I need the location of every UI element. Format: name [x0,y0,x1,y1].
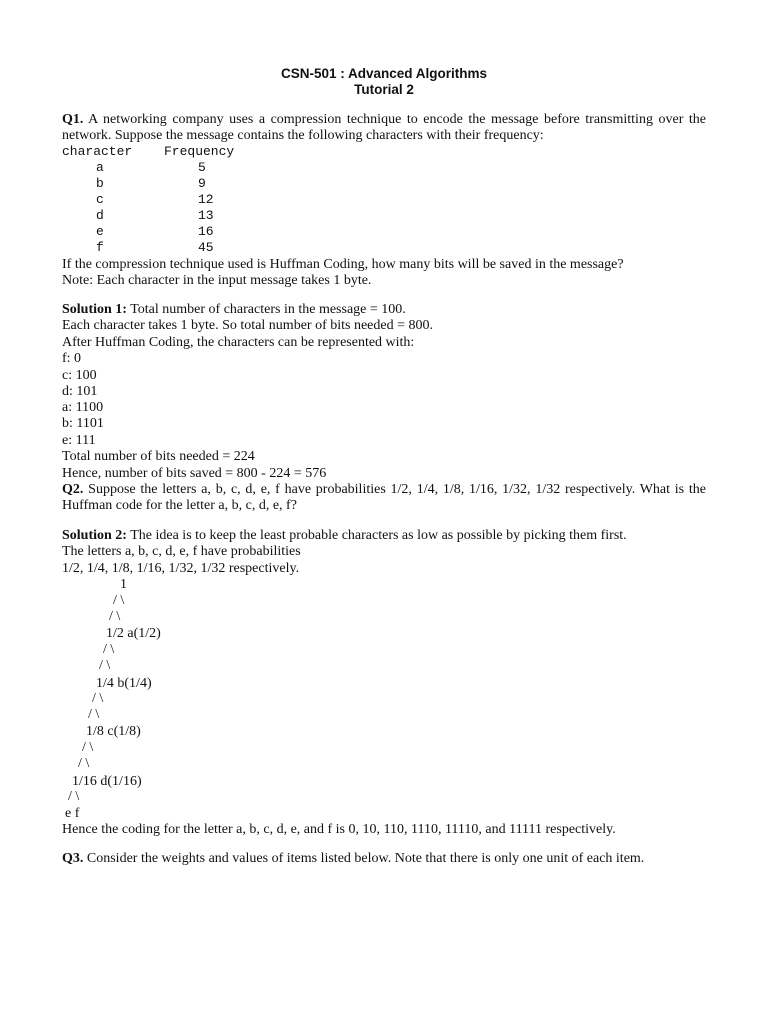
s2-text: The idea is to keep the least probable characters as low as possible by picking them first. [130,528,627,543]
q1-row-char: b [96,176,104,191]
tree-node: 1/2 a(1/2) [106,626,161,641]
q1-paragraph [62,112,706,144]
q3-text: Consider the weights and values of items listed below. Note that there is only one unit of each item. [86,851,645,866]
s2-line: 1/2, 1/4, 1/8, 1/16, 1/32, 1/32 respectively. [62,561,300,576]
q1-label: Q1. [62,112,84,127]
tree-edge: / \ [78,756,90,771]
tree-edge: / \ [68,789,80,804]
s1-line: Each character takes 1 byte. So total number of bits needed = 800. [62,318,433,333]
q1-row-freq: 16 [198,224,214,239]
q1-text: A networking company uses a compression technique to encode the message before transmitting over the network. Suppose the message contains the following characters with their frequency: [62,112,706,143]
tree-node: 1/4 b(1/4) [96,676,152,691]
s1-line: After Huffman Coding, the characters can be represented with: [62,335,415,350]
tree-edge: / \ [88,707,100,722]
q1-row-char: e [96,224,104,239]
tutorial-title: Tutorial 2 [354,82,414,97]
s1-line: f: 0 [62,351,82,366]
q2-paragraph [62,482,706,514]
tree-edge: / \ [103,642,115,657]
s1-text: Total number of characters in the message = 100. [130,302,406,317]
q3-paragraph [62,851,644,867]
q3-label: Q3. [62,851,84,866]
q1-note: Note: Each character in the input message takes 1 byte. [62,273,372,288]
q1-row-char: f [96,240,104,255]
q2-label: Q2. [62,482,84,497]
tree-node: 1/8 c(1/8) [86,724,141,739]
s1-label: Solution 1: [62,302,127,317]
tree-edge: / \ [109,609,121,624]
q1-row-freq: 12 [198,192,214,207]
q2-text: Suppose the letters a, b, c, d, e, f have probabilities 1/2, 1/4, 1/8, 1/16, 1/32, 1/32 respectively. What is the Huffman code for the letter a, b, c, d, e, f? [62,482,706,513]
s2-conclusion: Hence the coding for the letter a, b, c, d, e, and f is 0, 10, 110, 1110, 11110, and 11111 respectively. [62,822,616,837]
s2-label: Solution 2: [62,528,127,543]
tree-edge: / \ [92,691,104,706]
s1-line: e: 111 [62,433,96,448]
tree-edge: / \ [82,740,94,755]
tree-edge: / \ [113,593,125,608]
q1-table-header-char: character [62,144,133,159]
s1-line: b: 1101 [62,416,104,431]
q1-row-freq: 45 [198,240,214,255]
tree-leaves: e f [65,806,80,821]
tree-node: 1/16 d(1/16) [72,774,142,789]
s1-line: Hence, number of bits saved = 800 - 224 = 576 [62,466,327,481]
tree-node: 1 [120,577,127,592]
q1-table-header-freq: Frequency [164,144,235,159]
s2-intro [62,528,627,544]
s1-line: Total number of bits needed = 224 [62,449,255,464]
s1-line: d: 101 [62,384,98,399]
s1-line [62,302,406,318]
q1-row-freq: 9 [198,176,206,191]
q1-question: If the compression technique used is Huffman Coding, how many bits will be saved in the message? [62,257,624,272]
q1-row-freq: 13 [198,208,214,223]
s2-line: The letters a, b, c, d, e, f have probabilities [62,544,301,559]
q1-row-char: a [96,160,104,175]
s1-line: a: 1100 [62,400,104,415]
q1-row-char: d [96,208,104,223]
course-title: CSN-501 : Advanced Algorithms [280,66,488,81]
q1-row-char: c [96,192,104,207]
q1-row-freq: 5 [198,160,206,175]
tree-edge: / \ [99,658,111,673]
s1-line: c: 100 [62,368,97,383]
